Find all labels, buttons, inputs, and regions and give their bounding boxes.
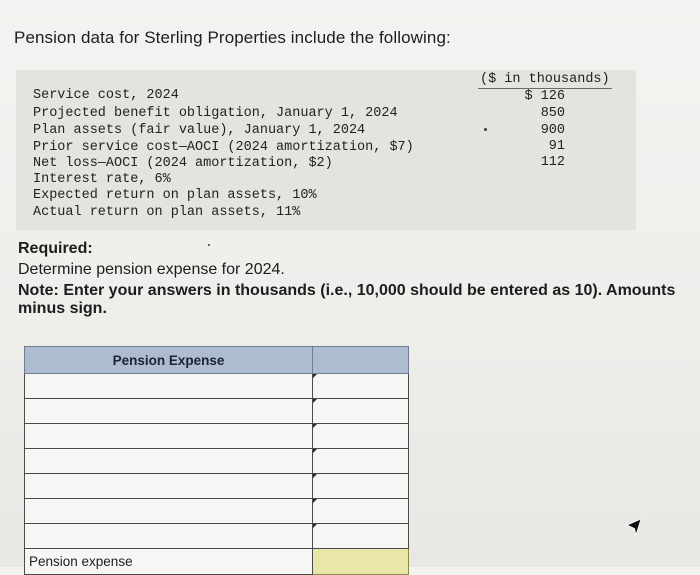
- total-label: Pension expense: [25, 549, 313, 575]
- value-plan-assets: 900: [540, 123, 565, 138]
- amount-input[interactable]: [313, 399, 409, 424]
- data-row-pbo: Projected benefit obligation, January 1, 2024: [33, 106, 398, 121]
- table-row: [25, 524, 409, 549]
- amount-input[interactable]: [313, 374, 409, 399]
- intro-text: Pension data for Sterling Properties include the following:: [14, 28, 451, 47]
- component-dropdown[interactable]: [25, 499, 313, 524]
- amount-input[interactable]: [313, 424, 409, 449]
- data-row-expected-return: Expected return on plan assets, 10%: [33, 188, 317, 203]
- table-row: [25, 399, 409, 424]
- component-dropdown[interactable]: [25, 374, 313, 399]
- speck: [484, 128, 487, 131]
- component-dropdown[interactable]: [25, 424, 313, 449]
- data-row-service-cost: Service cost, 2024: [33, 88, 179, 103]
- value-pbo: 850: [540, 106, 565, 121]
- table-header-row: [25, 347, 409, 374]
- speck: [208, 244, 210, 246]
- instruction-text: Determine pension expense for 2024.: [18, 261, 285, 278]
- value-prior-service-cost: 91: [548, 139, 565, 154]
- table-row: [25, 449, 409, 474]
- table-row: [25, 424, 409, 449]
- data-row-interest-rate: Interest rate, 6%: [33, 172, 171, 187]
- amount-input[interactable]: [313, 449, 409, 474]
- value-net-loss: 112: [540, 155, 565, 170]
- data-row-plan-assets: Plan assets (fair value), January 1, 2024: [33, 123, 366, 138]
- pension-expense-table: [24, 346, 409, 575]
- units-header: ($ in thousands): [480, 72, 610, 87]
- data-row-net-loss: Net loss—AOCI (2024 amortization, $2): [33, 156, 333, 171]
- value-service-cost: $ 126: [524, 89, 565, 104]
- total-row: [25, 549, 409, 575]
- table-row: [25, 374, 409, 399]
- mouse-cursor-icon: [624, 515, 644, 539]
- required-heading: Required:: [18, 240, 93, 257]
- component-dropdown[interactable]: [25, 474, 313, 499]
- data-row-actual-return: Actual return on plan assets, 11%: [33, 205, 301, 220]
- amount-input[interactable]: [313, 499, 409, 524]
- amount-input[interactable]: [313, 474, 409, 499]
- total-amount-input[interactable]: [313, 549, 409, 575]
- amount-input[interactable]: [313, 524, 409, 549]
- component-dropdown[interactable]: [25, 449, 313, 474]
- table-row: [25, 499, 409, 524]
- data-row-prior-service-cost: Prior service cost—AOCI (2024 amortization, $7): [33, 140, 414, 155]
- table-header: Pension Expense: [25, 347, 313, 374]
- note-text-continued: minus sign.: [18, 300, 107, 317]
- table-header-amount: [313, 347, 409, 374]
- table-row: [25, 474, 409, 499]
- component-dropdown[interactable]: [25, 524, 313, 549]
- component-dropdown[interactable]: [25, 399, 313, 424]
- note-text: Note: Enter your answers in thousands (i.e., 10,000 should be entered as 10). Amounts: [18, 282, 676, 299]
